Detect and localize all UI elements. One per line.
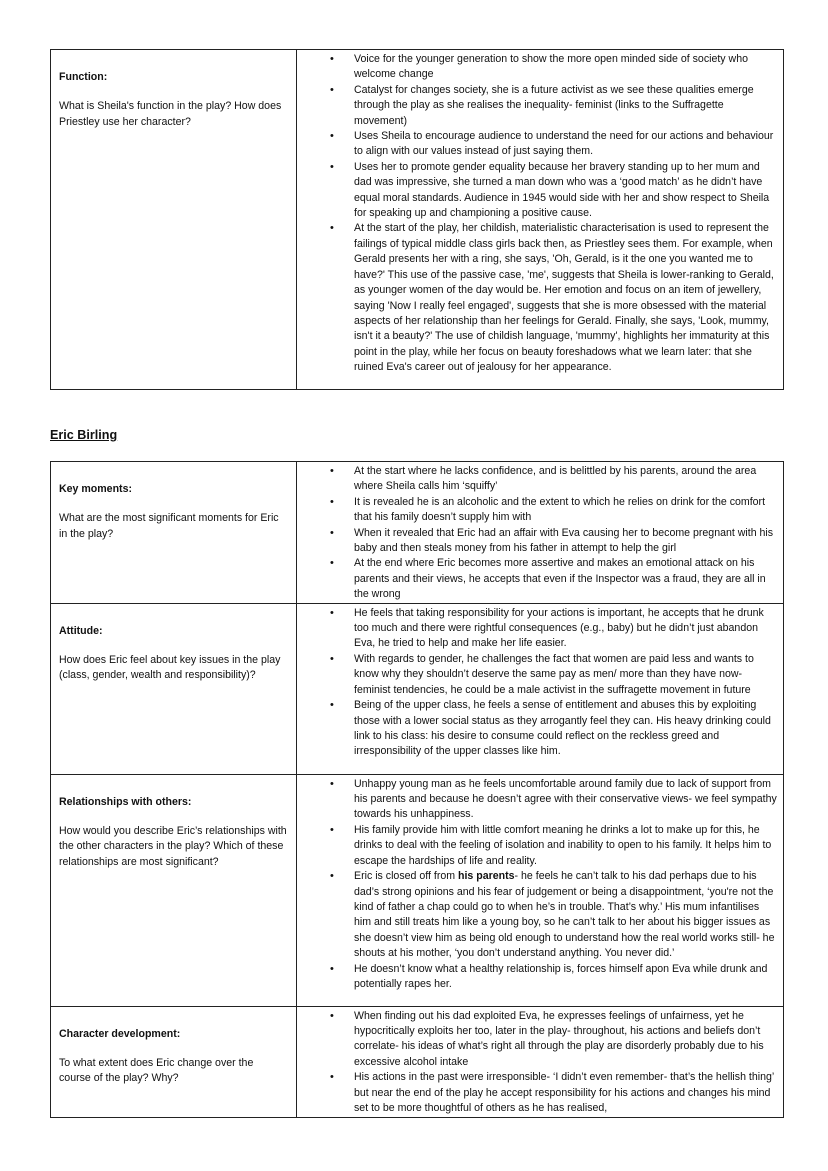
row-label: Attitude:: [59, 624, 103, 637]
function-row: [51, 50, 784, 390]
row-prompt-cell: [51, 774, 297, 1006]
bullet-point: • At the start of the play, her childish, materialistic characterisation is used to represent the failings of typical middle class girls back then, as Priestley sees them. For example, when Gerald presents her with a ring, she says, 'Oh, Gerald, is it the one you wanted me to have?' This use of the passive case, 'me', suggests that Sheila is lower-ranking to Gerald, as younger women of the day would be. Her emotion and focus on an item of jewellery, saying 'Now I really feel engaged', suggests that she is more obsessed with the material aspects of her relationship than her feelings for Gerald. Finally, she says, 'Look, mummy, isn't it a beauty?' The use of childish language, 'mummy', highlights her immaturity at this point in the play, while her focus on beauty foreshadows what we learn later: that she ruined Eva's career out of jealousy for her appearance.: [297, 221, 777, 375]
bullet-list: [297, 606, 777, 760]
bullet-point: • Voice for the younger generation to show the more open minded side of society who welcome change: [297, 52, 777, 83]
bullet-point: • It is revealed he is an alcoholic and the extent to which he relies on drink for the comfort that his family doesn’t supply him with: [297, 495, 777, 526]
row-question: What are the most significant moments for Eric in the play?: [59, 512, 279, 540]
bullet-point: • Unhappy young man as he feels uncomfortable around family due to lack of support from his parents and because he doesn’t agree with their conservative views- we feel sympathy towards his unhappiness.: [297, 777, 777, 823]
row-prompt-cell: [51, 1006, 297, 1117]
bullet-point: • When it revealed that Eric had an affair with Eva causing her to become pregnant with his baby and then steals money from his father in attempt to help the girl: [297, 526, 777, 557]
row-question: How would you describe Eric’s relationships with the other characters in the play? Which of these relationships are most significant?: [59, 825, 287, 868]
eric-table: [50, 461, 784, 1118]
bullet-list: [297, 777, 777, 993]
bullet-list: [297, 52, 777, 376]
bullet-point: • His actions in the past were irresponsible- ‘I didn’t even remember- that’s the hellish thing’ but near the end of the play he accept responsibility for his actions and changes his mind set to be more thoughtful of others as he has realised,: [297, 1070, 777, 1116]
row-notes-cell: [297, 50, 784, 390]
section-heading-eric: Eric Birling: [50, 428, 118, 442]
sheila-table: [50, 49, 784, 390]
row-question: To what extent does Eric change over the course of the play? Why?: [59, 1057, 254, 1085]
bullet-point: • At the start where he lacks confidence, and is belittled by his parents, around the area where Sheila calls him ‘squiffy’: [297, 464, 777, 495]
row-notes-cell: [297, 462, 784, 604]
row-question: What is Sheila's function in the play? How does Priestley use her character?: [59, 100, 282, 128]
bullet-list: [297, 464, 777, 603]
key-moments-row: [51, 462, 784, 604]
row-question: How does Eric feel about key issues in the play (class, gender, wealth and responsibility)?: [59, 654, 281, 682]
row-label: Character development:: [59, 1027, 181, 1040]
bullet-point: • Uses Sheila to encourage audience to understand the need for our actions and behaviour to align with our values instead of just saying them.: [297, 129, 777, 160]
row-prompt-cell: [51, 50, 297, 390]
character-development-row: [51, 1006, 784, 1117]
row-label: Key moments:: [59, 483, 132, 495]
bullet-point: • Catalyst for changes society, she is a future activist as we see these qualities emerge through the play as she realises the inequality- feminist (links to the Suffragette movement): [297, 83, 777, 129]
attitude-row: [51, 603, 784, 774]
row-notes-cell: [297, 603, 784, 774]
bullet-list: [297, 1009, 777, 1117]
relationships-row: [51, 774, 784, 1006]
row-notes-cell: [297, 1006, 784, 1117]
bullet-point: • When finding out his dad exploited Eva, he expresses feelings of unfairness, yet he hypocritically exploits her too, later in the play- throughout, his actions and beliefs don’t correlate- his ideas of what’s right all through the play are disorderly probably due to his excessive alcohol intake: [297, 1009, 777, 1071]
row-notes-cell: [297, 774, 784, 1006]
bullet-point: • Eric is closed off from his parents- he feels he can’t talk to his dad perhaps due to his dad’s strong opinions and his fear of judgement or being a disappointment, ‘you're not the kind of father a chap could go to when he’s in trouble. That’s why.’ His mum infantilises him and still treats him like a young boy, so he can’t talk to her about his bigger issues as she doesn’t view him as being old enough to understand how the real world works still- he shouts at his mother, ‘you don’t understand anything. You never did.’: [297, 869, 777, 961]
row-label: Function:: [59, 71, 108, 83]
bullet-point: • Being of the upper class, he feels a sense of entitlement and abuses this by exploiting those with a lower social status as they arrogantly feel they can. His heavy drinking could link to his class: his desire to consume could reflect on the reckless greed and irresponsibility of the upper classes like him.: [297, 698, 777, 760]
bullet-point: • He doesn’t know what a healthy relationship is, forces himself apon Eva while drunk and potentially rapes her.: [297, 962, 777, 993]
bullet-point: • At the end where Eric becomes more assertive and makes an emotional attack on his parents and their views, he accepts that even if the Inspector was a fraud, they are all in the wrong: [297, 556, 777, 602]
bullet-point: • His family provide him with little comfort meaning he drinks a lot to make up for this, he drinks to deal with the feeling of isolation and inability to open to his family. It helps him to escape the hardships of life and reality.: [297, 823, 777, 869]
bullet-point: • With regards to gender, he challenges the fact that women are paid less and wants to know why they shouldn’t deserve the same pay as men/ more than they have now- feminist tendencies, he could be a male activist in the suffragette movement in future: [297, 652, 777, 698]
row-prompt-cell: [51, 462, 297, 604]
bullet-point: • He feels that taking responsibility for your actions is important, he accepts that he drunk too much and there were rightful consequences (e.g., baby) but he didn’t just abandon Eva, he tried to help and make her life easier.: [297, 606, 777, 652]
row-prompt-cell: [51, 603, 297, 774]
bullet-point: • Uses her to promote gender equality because her bravery standing up to her mum and dad was impressive, she turned a man down who was a ‘good match’ as he didn’t have equal moral standards. Audience in 1945 would side with her and show respect to Sheila for speaking up and championing a positive cause.: [297, 160, 777, 222]
row-label: Relationships with others:: [59, 795, 192, 808]
